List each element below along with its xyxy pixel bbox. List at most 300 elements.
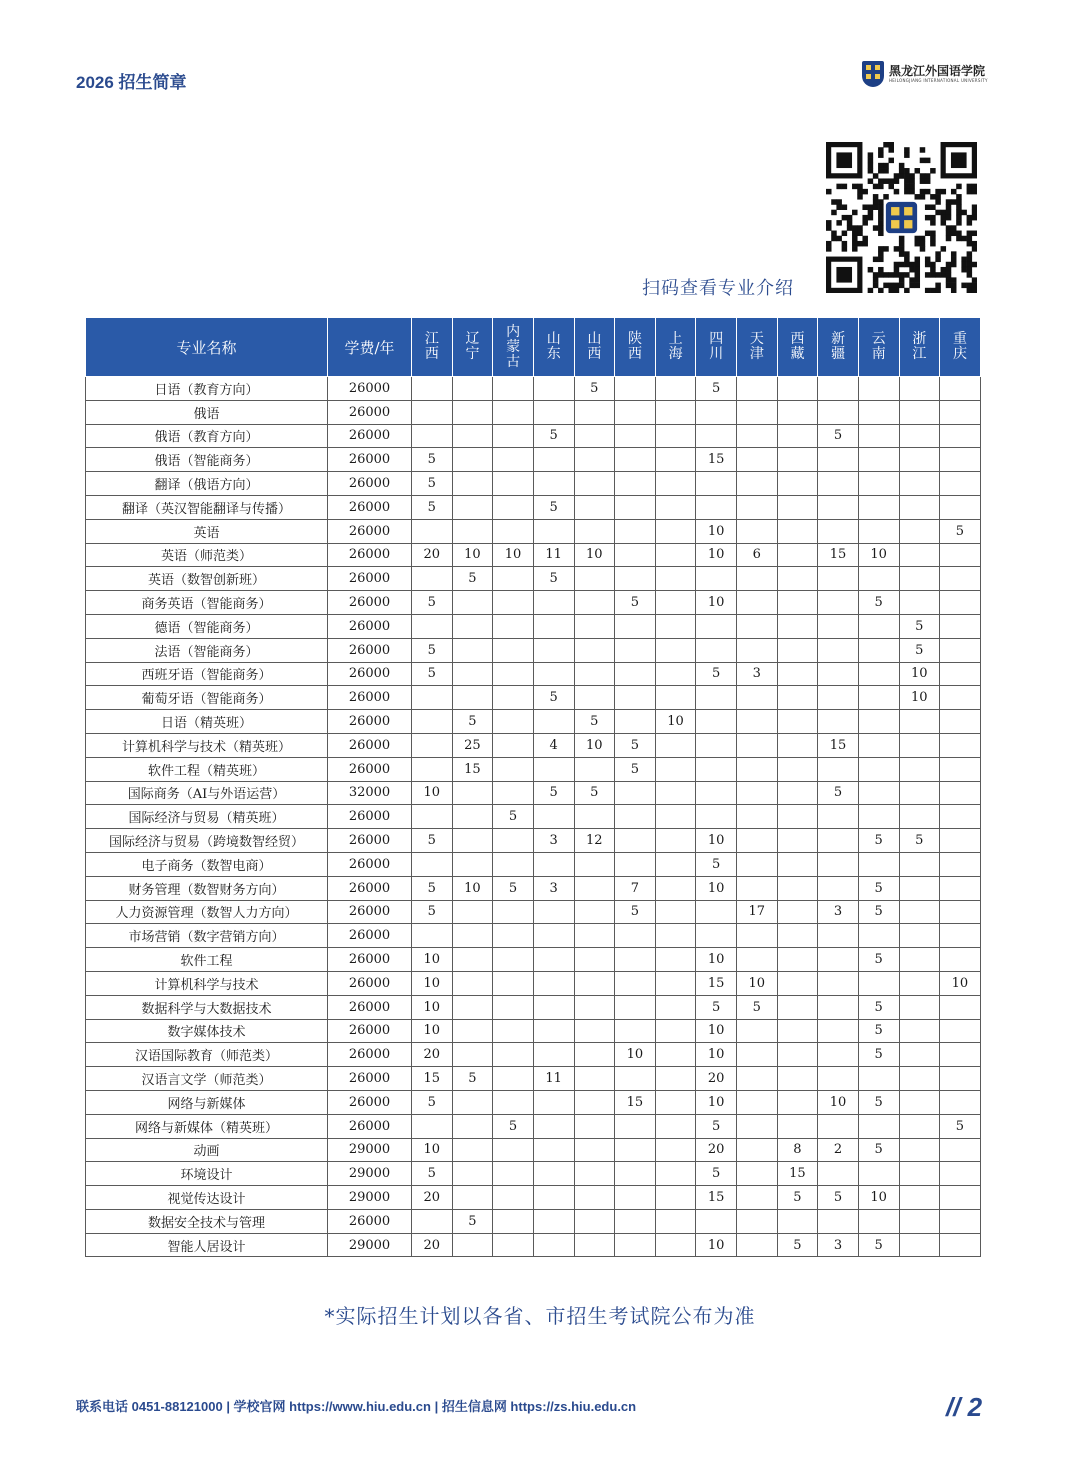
quota-cell xyxy=(574,1186,615,1210)
quota-cell: 10 xyxy=(858,543,899,567)
quota-cell xyxy=(858,519,899,543)
quota-cell: 5 xyxy=(940,519,981,543)
quota-cell xyxy=(818,852,859,876)
quota-cell xyxy=(899,900,940,924)
quota-cell xyxy=(899,995,940,1019)
quota-cell: 5 xyxy=(858,995,899,1019)
quota-cell xyxy=(899,733,940,757)
quota-cell: 15 xyxy=(452,757,493,781)
quota-cell: 5 xyxy=(412,495,453,519)
major-name-cell: 西班牙语（智能商务） xyxy=(86,662,328,686)
quota-cell xyxy=(452,948,493,972)
quota-cell xyxy=(412,567,453,591)
quota-cell xyxy=(940,1090,981,1114)
table-row xyxy=(86,472,981,496)
quota-cell xyxy=(655,995,696,1019)
quota-cell xyxy=(615,710,656,734)
quota-cell: 15 xyxy=(777,1162,818,1186)
quota-cell xyxy=(818,495,859,519)
quota-cell xyxy=(858,400,899,424)
quota-cell: 5 xyxy=(696,662,737,686)
quota-cell xyxy=(940,900,981,924)
quota-cell xyxy=(737,472,778,496)
tuition-fee-cell: 26000 xyxy=(328,543,412,567)
quota-cell xyxy=(818,638,859,662)
quota-cell: 5 xyxy=(452,1067,493,1091)
quota-cell xyxy=(493,424,534,448)
table-row xyxy=(86,638,981,662)
quota-cell xyxy=(777,757,818,781)
quota-cell xyxy=(655,1162,696,1186)
quota-cell xyxy=(452,1138,493,1162)
quota-cell xyxy=(818,614,859,638)
quota-cell xyxy=(574,472,615,496)
quota-cell xyxy=(493,924,534,948)
table-row xyxy=(86,781,981,805)
quota-cell xyxy=(899,1043,940,1067)
quota-cell: 25 xyxy=(452,733,493,757)
quota-cell xyxy=(452,638,493,662)
major-name-cell: 商务英语（智能商务） xyxy=(86,591,328,615)
quota-cell xyxy=(737,876,778,900)
quota-cell xyxy=(574,567,615,591)
quota-cell xyxy=(412,686,453,710)
qr-code-icon[interactable] xyxy=(826,142,977,293)
quota-cell xyxy=(655,400,696,424)
quota-cell xyxy=(940,733,981,757)
tuition-fee-cell: 26000 xyxy=(328,829,412,853)
tuition-fee-cell: 26000 xyxy=(328,852,412,876)
table-row xyxy=(86,995,981,1019)
quota-cell xyxy=(615,519,656,543)
quota-cell xyxy=(655,591,696,615)
quota-cell xyxy=(574,1019,615,1043)
tuition-fee-cell: 26000 xyxy=(328,805,412,829)
quota-cell xyxy=(574,757,615,781)
quota-cell xyxy=(533,1233,574,1257)
quota-cell xyxy=(655,543,696,567)
quota-cell xyxy=(412,757,453,781)
tuition-fee-cell: 26000 xyxy=(328,424,412,448)
quota-cell xyxy=(655,924,696,948)
quota-cell: 5 xyxy=(412,1090,453,1114)
quota-cell xyxy=(858,1162,899,1186)
major-name-cell: 电子商务（数智电商） xyxy=(86,852,328,876)
quota-cell xyxy=(777,876,818,900)
quota-cell xyxy=(940,1233,981,1257)
quota-cell xyxy=(737,686,778,710)
quota-cell: 4 xyxy=(533,733,574,757)
quota-cell xyxy=(533,448,574,472)
quota-cell xyxy=(574,614,615,638)
quota-cell xyxy=(493,567,534,591)
quota-cell xyxy=(655,1090,696,1114)
quota-cell xyxy=(737,424,778,448)
quota-cell xyxy=(899,567,940,591)
major-name-cell: 汉语国际教育（师范类） xyxy=(86,1043,328,1067)
quota-cell xyxy=(777,1019,818,1043)
table-row xyxy=(86,614,981,638)
quota-cell: 15 xyxy=(696,1186,737,1210)
major-name-cell: 俄语（智能商务） xyxy=(86,448,328,472)
quota-cell xyxy=(412,400,453,424)
quota-cell xyxy=(452,805,493,829)
quota-cell xyxy=(737,1090,778,1114)
province-label: 新疆 xyxy=(831,331,846,362)
quota-cell: 20 xyxy=(412,1233,453,1257)
tuition-fee-cell: 26000 xyxy=(328,686,412,710)
quota-cell: 5 xyxy=(818,1186,859,1210)
quota-cell xyxy=(452,995,493,1019)
quota-cell xyxy=(818,519,859,543)
quota-cell xyxy=(777,852,818,876)
column-header-province xyxy=(858,318,899,377)
table-row xyxy=(86,377,981,401)
quota-cell xyxy=(615,995,656,1019)
quota-cell xyxy=(452,829,493,853)
quota-cell xyxy=(858,710,899,734)
quota-cell xyxy=(940,710,981,734)
quota-cell xyxy=(412,733,453,757)
quota-cell xyxy=(574,805,615,829)
quota-cell xyxy=(574,1114,615,1138)
quota-cell xyxy=(737,1209,778,1233)
province-label: 江西 xyxy=(424,331,439,362)
quota-cell xyxy=(615,1233,656,1257)
quota-cell xyxy=(533,1162,574,1186)
quota-cell xyxy=(858,757,899,781)
province-label: 辽宁 xyxy=(465,331,480,362)
quota-cell xyxy=(737,1138,778,1162)
quota-cell xyxy=(696,495,737,519)
quota-cell xyxy=(737,448,778,472)
quota-cell xyxy=(777,1114,818,1138)
quota-cell xyxy=(777,995,818,1019)
quota-cell xyxy=(818,1067,859,1091)
table-row xyxy=(86,1043,981,1067)
quota-cell xyxy=(899,1233,940,1257)
major-name-cell: 财务管理（数智财务方向） xyxy=(86,876,328,900)
column-header-province xyxy=(737,318,778,377)
major-name-cell: 网络与新媒体（精英班） xyxy=(86,1114,328,1138)
quota-cell xyxy=(899,1067,940,1091)
quota-cell xyxy=(412,424,453,448)
quota-cell xyxy=(452,781,493,805)
quota-cell xyxy=(533,1186,574,1210)
quota-cell xyxy=(655,876,696,900)
quota-cell xyxy=(615,686,656,710)
quota-cell xyxy=(655,757,696,781)
quota-cell xyxy=(655,424,696,448)
tuition-fee-cell: 29000 xyxy=(328,1138,412,1162)
quota-cell xyxy=(493,1043,534,1067)
quota-cell xyxy=(655,1114,696,1138)
quota-cell xyxy=(615,829,656,853)
quota-cell xyxy=(858,852,899,876)
quota-cell xyxy=(533,1138,574,1162)
tuition-fee-cell: 26000 xyxy=(328,876,412,900)
table-row xyxy=(86,1067,981,1091)
quota-cell xyxy=(493,519,534,543)
quota-cell xyxy=(940,1043,981,1067)
quota-cell xyxy=(696,805,737,829)
quota-cell xyxy=(940,638,981,662)
quota-cell xyxy=(858,805,899,829)
quota-cell xyxy=(777,900,818,924)
quota-cell xyxy=(737,1186,778,1210)
quota-cell xyxy=(899,1019,940,1043)
quota-cell xyxy=(899,781,940,805)
province-label: 重庆 xyxy=(952,331,967,362)
table-row xyxy=(86,543,981,567)
quota-cell xyxy=(615,1186,656,1210)
column-header-province xyxy=(452,318,493,377)
quota-cell xyxy=(452,448,493,472)
quota-cell: 10 xyxy=(574,733,615,757)
tuition-fee-cell: 26000 xyxy=(328,1043,412,1067)
quota-cell xyxy=(940,1162,981,1186)
quota-cell xyxy=(452,1233,493,1257)
quota-cell xyxy=(655,472,696,496)
table-row xyxy=(86,495,981,519)
quota-cell: 5 xyxy=(696,1114,737,1138)
quota-cell xyxy=(533,662,574,686)
major-name-cell: 英语（数智创新班） xyxy=(86,567,328,591)
quota-cell xyxy=(574,852,615,876)
quota-cell xyxy=(737,710,778,734)
quota-cell xyxy=(818,686,859,710)
quota-cell: 5 xyxy=(533,781,574,805)
quota-cell: 5 xyxy=(696,995,737,1019)
table-row xyxy=(86,1186,981,1210)
quota-cell: 5 xyxy=(412,472,453,496)
major-name-cell: 日语（精英班） xyxy=(86,710,328,734)
quota-cell xyxy=(940,686,981,710)
quota-cell xyxy=(737,1019,778,1043)
contact-info: 联系电话 0451-88121000 | 学校官网 https://www.hiu.edu.cn | 招生信息网 https://zs.hiu.edu.cn xyxy=(76,1399,637,1414)
enrollment-plan-table xyxy=(85,317,981,1257)
quota-cell xyxy=(615,638,656,662)
quota-cell: 5 xyxy=(899,829,940,853)
quota-cell: 5 xyxy=(412,829,453,853)
quota-cell xyxy=(615,971,656,995)
major-name-cell: 数据科学与大数据技术 xyxy=(86,995,328,1019)
quota-cell xyxy=(615,1114,656,1138)
table-row xyxy=(86,400,981,424)
quota-cell xyxy=(940,852,981,876)
quota-cell xyxy=(655,781,696,805)
quota-cell xyxy=(777,686,818,710)
quota-cell xyxy=(858,472,899,496)
province-label: 山西 xyxy=(587,331,602,362)
quota-cell: 5 xyxy=(412,876,453,900)
quota-cell xyxy=(737,567,778,591)
quota-cell xyxy=(858,614,899,638)
quota-cell xyxy=(777,377,818,401)
quota-cell xyxy=(412,852,453,876)
quota-cell: 10 xyxy=(412,971,453,995)
quota-cell: 5 xyxy=(777,1186,818,1210)
column-header-major: 专业名称 xyxy=(86,318,328,377)
quota-cell: 5 xyxy=(858,876,899,900)
quota-cell xyxy=(493,377,534,401)
quota-cell xyxy=(412,614,453,638)
quota-cell xyxy=(696,781,737,805)
major-name-cell: 智能人居设计 xyxy=(86,1233,328,1257)
quota-cell xyxy=(858,1209,899,1233)
quota-cell xyxy=(899,400,940,424)
quota-cell: 10 xyxy=(412,1138,453,1162)
quota-cell xyxy=(412,1209,453,1233)
quota-cell: 10 xyxy=(412,781,453,805)
quota-cell xyxy=(777,448,818,472)
quota-cell xyxy=(899,876,940,900)
quota-cell: 10 xyxy=(696,519,737,543)
major-name-cell: 环境设计 xyxy=(86,1162,328,1186)
quota-cell: 5 xyxy=(452,710,493,734)
quota-cell xyxy=(737,1233,778,1257)
quota-cell xyxy=(493,781,534,805)
quota-cell xyxy=(533,377,574,401)
quota-cell xyxy=(777,1209,818,1233)
quota-cell xyxy=(777,1067,818,1091)
table-row xyxy=(86,448,981,472)
quota-cell xyxy=(696,1209,737,1233)
quota-cell: 15 xyxy=(818,733,859,757)
quota-cell xyxy=(615,1209,656,1233)
quota-cell: 5 xyxy=(940,1114,981,1138)
quota-cell xyxy=(412,710,453,734)
quota-cell xyxy=(818,1043,859,1067)
quota-cell: 20 xyxy=(696,1138,737,1162)
table-row xyxy=(86,948,981,972)
quota-cell: 5 xyxy=(493,876,534,900)
quota-cell xyxy=(940,591,981,615)
quota-cell xyxy=(533,1090,574,1114)
major-name-cell: 英语 xyxy=(86,519,328,543)
quota-cell xyxy=(899,377,940,401)
quota-cell: 15 xyxy=(615,1090,656,1114)
quota-cell: 5 xyxy=(858,591,899,615)
quota-cell xyxy=(452,1114,493,1138)
quota-cell xyxy=(940,400,981,424)
quota-cell: 11 xyxy=(533,543,574,567)
quota-cell xyxy=(452,1090,493,1114)
quota-cell xyxy=(655,852,696,876)
quota-cell xyxy=(493,662,534,686)
quota-cell xyxy=(493,1019,534,1043)
quota-cell xyxy=(696,710,737,734)
quota-cell: 5 xyxy=(574,710,615,734)
column-header-fee: 学费/年 xyxy=(328,318,412,377)
quota-cell: 10 xyxy=(696,1019,737,1043)
major-name-cell: 软件工程（精英班） xyxy=(86,757,328,781)
quota-cell xyxy=(737,757,778,781)
quota-cell: 5 xyxy=(452,567,493,591)
major-name-cell: 市场营销（数字营销方向） xyxy=(86,924,328,948)
province-label: 上海 xyxy=(668,331,683,362)
major-name-cell: 计算机科学与技术（精英班） xyxy=(86,733,328,757)
quota-cell xyxy=(940,1019,981,1043)
quota-cell xyxy=(615,400,656,424)
quota-cell xyxy=(777,543,818,567)
quota-cell xyxy=(858,971,899,995)
quota-cell xyxy=(696,900,737,924)
tuition-fee-cell: 26000 xyxy=(328,519,412,543)
quota-cell xyxy=(696,638,737,662)
quota-cell: 12 xyxy=(574,829,615,853)
quota-cell xyxy=(615,662,656,686)
tuition-fee-cell: 26000 xyxy=(328,638,412,662)
quota-cell xyxy=(493,829,534,853)
quota-cell xyxy=(818,948,859,972)
tuition-fee-cell: 26000 xyxy=(328,948,412,972)
tuition-fee-cell: 26000 xyxy=(328,710,412,734)
quota-cell: 10 xyxy=(412,1019,453,1043)
quota-cell: 5 xyxy=(615,757,656,781)
quota-cell xyxy=(696,733,737,757)
column-header-province xyxy=(412,318,453,377)
quota-cell xyxy=(574,591,615,615)
quota-cell: 5 xyxy=(412,448,453,472)
quota-cell xyxy=(818,876,859,900)
quota-cell: 10 xyxy=(818,1090,859,1114)
quota-cell: 5 xyxy=(412,900,453,924)
quota-cell xyxy=(533,1043,574,1067)
quota-cell xyxy=(899,852,940,876)
quota-cell: 10 xyxy=(737,971,778,995)
quota-cell xyxy=(615,448,656,472)
major-name-cell: 数据安全技术与管理 xyxy=(86,1209,328,1233)
quota-cell xyxy=(940,1186,981,1210)
quota-cell xyxy=(777,567,818,591)
quota-cell xyxy=(615,472,656,496)
quota-cell xyxy=(818,591,859,615)
quota-cell xyxy=(696,614,737,638)
quota-cell xyxy=(452,900,493,924)
quota-cell: 10 xyxy=(615,1043,656,1067)
quota-cell xyxy=(818,662,859,686)
table-row xyxy=(86,876,981,900)
quota-cell xyxy=(737,591,778,615)
quota-cell xyxy=(940,1209,981,1233)
quota-cell xyxy=(533,948,574,972)
quota-cell xyxy=(493,1186,534,1210)
major-name-cell: 国际经济与贸易（精英班） xyxy=(86,805,328,829)
quota-cell: 3 xyxy=(533,876,574,900)
quota-cell: 5 xyxy=(452,1209,493,1233)
quota-cell: 5 xyxy=(818,424,859,448)
quota-cell xyxy=(574,948,615,972)
quota-cell xyxy=(737,781,778,805)
quota-cell: 10 xyxy=(696,829,737,853)
province-label: 云南 xyxy=(871,331,886,362)
quota-cell xyxy=(818,710,859,734)
quota-cell xyxy=(858,1067,899,1091)
quota-cell xyxy=(533,852,574,876)
major-name-cell: 葡萄牙语（智能商务） xyxy=(86,686,328,710)
enrollment-footnote: *实际招生计划以各省、市招生考试院公布为准 xyxy=(324,1304,756,1328)
quota-cell xyxy=(533,591,574,615)
quota-cell xyxy=(858,686,899,710)
quota-cell xyxy=(899,424,940,448)
quota-cell xyxy=(737,400,778,424)
quota-cell xyxy=(574,876,615,900)
quota-cell xyxy=(818,448,859,472)
quota-cell xyxy=(696,472,737,496)
quota-cell xyxy=(818,971,859,995)
quota-cell xyxy=(493,400,534,424)
